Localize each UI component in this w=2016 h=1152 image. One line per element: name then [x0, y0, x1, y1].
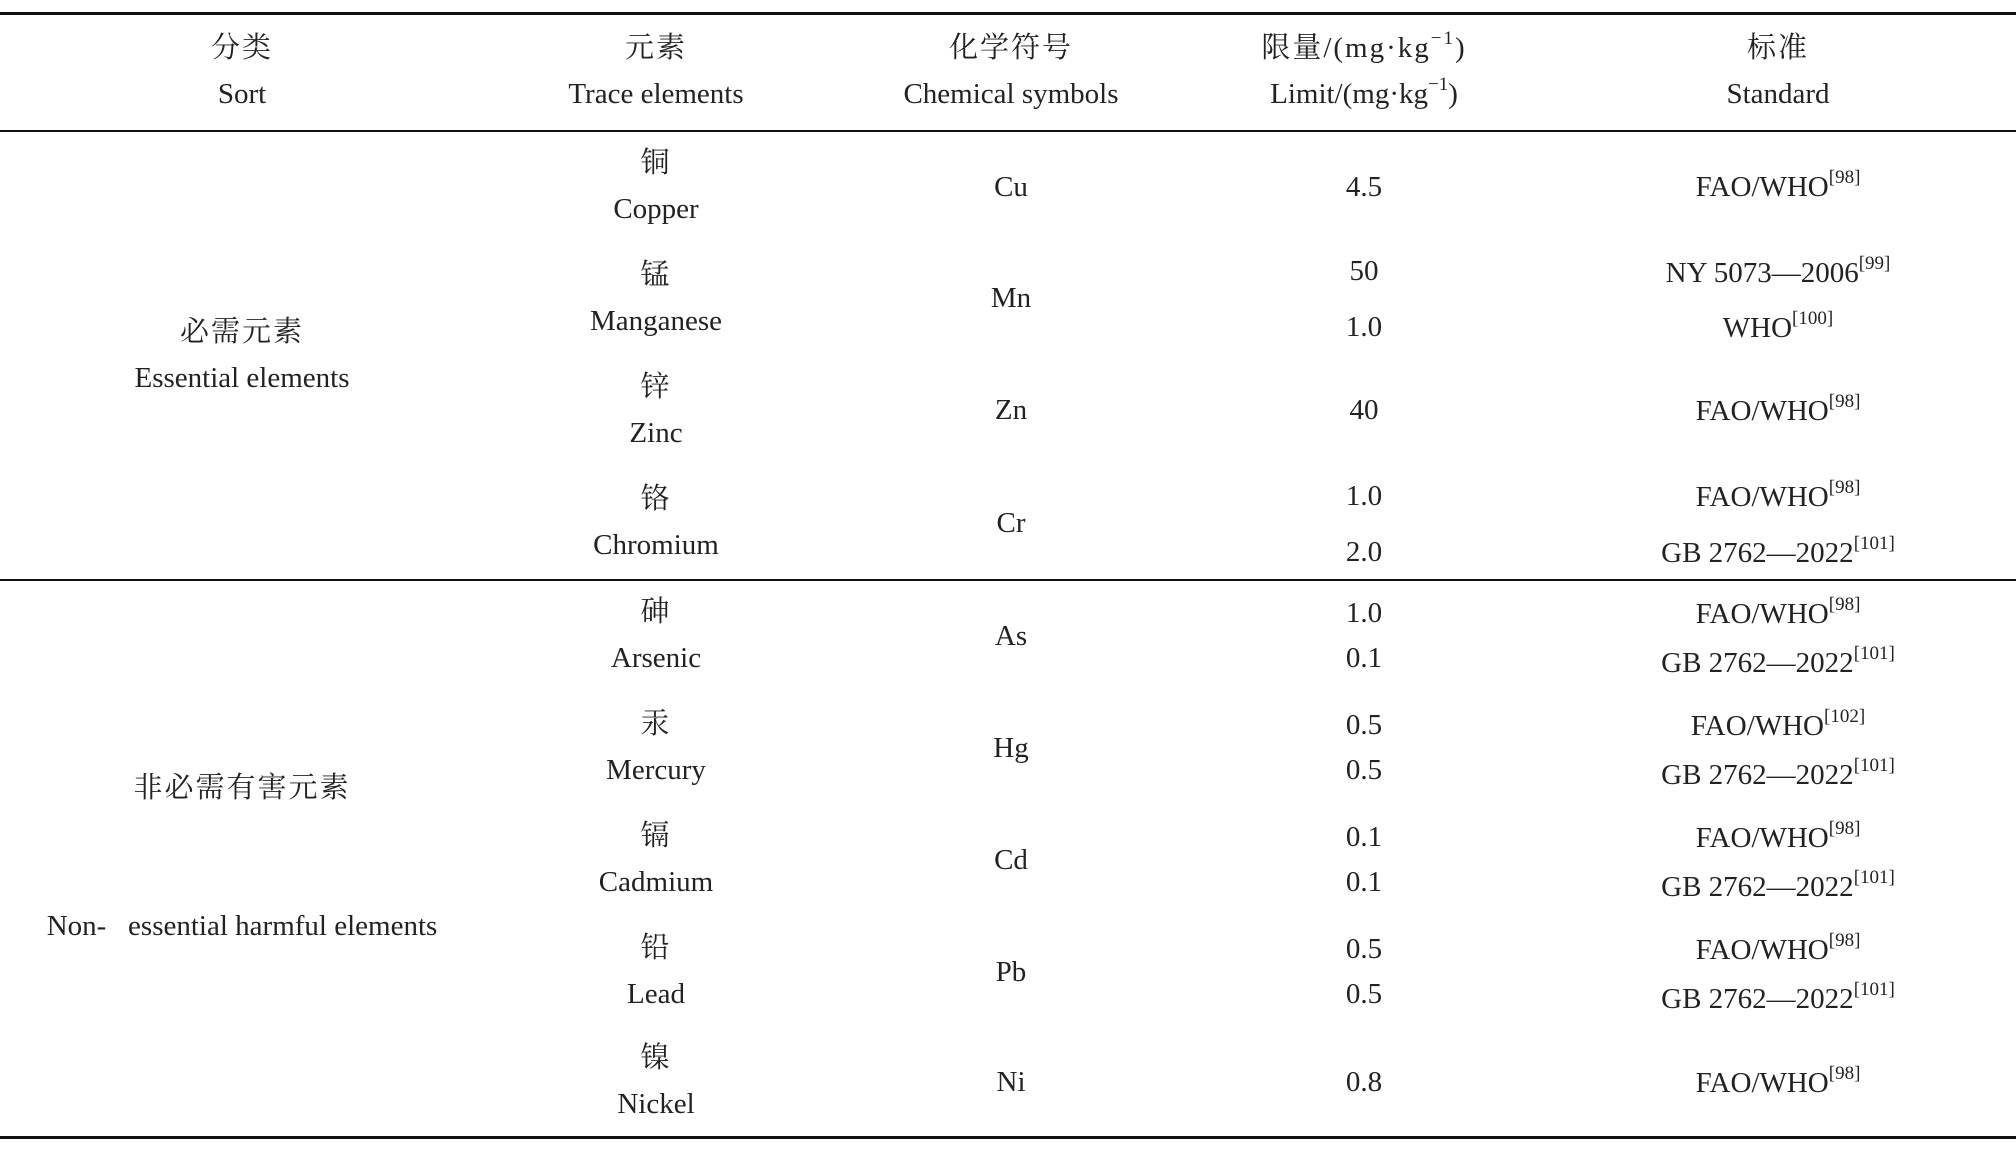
- element-name: [599, 813, 713, 905]
- element-name: [617, 1035, 694, 1127]
- element-symbol: Pb: [995, 956, 1027, 988]
- standard-ref: [101]: [1853, 533, 1895, 554]
- header-limit-en: [1261, 71, 1466, 117]
- element-name-zh: 砷: [640, 596, 672, 628]
- standard-ref: [101]: [1853, 755, 1895, 776]
- standard-name: [1696, 474, 1861, 520]
- element-name: [606, 701, 706, 793]
- limit-value: 4.5: [1345, 171, 1383, 203]
- header-limit-en-text: Limit/(mg·kg: [1270, 78, 1428, 110]
- element-symbol: Cu: [994, 171, 1028, 203]
- element-name: [590, 252, 722, 344]
- element-name-zh: 锌: [640, 371, 672, 403]
- standard-text: GB 2762—2022: [1661, 759, 1854, 791]
- standard-name: [1696, 388, 1861, 434]
- element-name-zh: 镉: [640, 820, 672, 852]
- standard-ref: [98]: [1828, 818, 1861, 839]
- element-name-en: Nickel: [617, 1088, 695, 1120]
- standard-text: FAO/WHO: [1690, 710, 1825, 742]
- element-name-zh: 铅: [640, 932, 672, 964]
- category-label-zh: 非必需有害元素: [133, 772, 351, 804]
- header-element-zh: 元素: [624, 32, 688, 64]
- standard-ref: [101]: [1853, 643, 1895, 664]
- category-label-en: Non- essential harmful elements: [46, 910, 438, 942]
- element-name-en: Lead: [627, 978, 685, 1010]
- header-symbol-zh: 化学符号: [948, 32, 1074, 64]
- header-symbol: [903, 25, 1118, 117]
- standard-ref: [101]: [1853, 979, 1895, 1000]
- standard-name: [1691, 703, 1865, 749]
- element-symbol: Cr: [996, 507, 1026, 539]
- limit-value: 0.5: [1345, 978, 1383, 1010]
- standard-text: FAO/WHO: [1695, 395, 1829, 427]
- standard-name: [1666, 250, 1891, 296]
- standard-text: FAO/WHO: [1695, 598, 1829, 630]
- table-top-rule: [0, 12, 2016, 15]
- element-symbol: Cd: [994, 844, 1028, 876]
- standard-text: FAO/WHO: [1695, 1067, 1829, 1099]
- limit-value: 2.0: [1345, 536, 1383, 568]
- element-name-zh: 铜: [640, 147, 672, 179]
- standard-ref: [100]: [1792, 308, 1834, 329]
- standard-name: [1696, 927, 1861, 973]
- standard-name: [1661, 976, 1895, 1022]
- element-name-en: Cadmium: [598, 866, 714, 898]
- standard-name: [1696, 815, 1861, 861]
- standard-text: FAO/WHO: [1695, 481, 1829, 513]
- standard-ref: [102]: [1824, 706, 1866, 727]
- element-name: [627, 925, 685, 1017]
- header-sort-zh: 分类: [210, 32, 274, 64]
- header-standard-zh: 标准: [1746, 32, 1809, 64]
- element-name: [593, 476, 719, 568]
- limit-value: 0.1: [1345, 642, 1383, 674]
- limit-value: 0.5: [1345, 933, 1383, 965]
- element-name-zh: 铬: [640, 483, 672, 515]
- element-name-en: Chromium: [593, 529, 719, 561]
- element-name: [611, 589, 701, 681]
- standard-name: [1661, 640, 1895, 686]
- header-standard-en: Standard: [1726, 78, 1830, 110]
- limit-value: 0.1: [1345, 821, 1383, 853]
- standard-text: GB 2762—2022: [1661, 647, 1854, 679]
- standard-name: [1661, 752, 1895, 798]
- standard-name: [1661, 530, 1895, 576]
- standard-text: NY 5073—2006: [1665, 257, 1859, 289]
- standard-name: [1696, 591, 1861, 637]
- header-element-en: Trace elements: [568, 78, 744, 110]
- category-label-zh: 必需元素: [179, 316, 304, 348]
- standard-ref: [98]: [1828, 930, 1861, 951]
- standard-text: GB 2762—2022: [1661, 983, 1854, 1015]
- header-symbol-en: Chemical symbols: [903, 78, 1119, 110]
- header-limit-en-unit-sup: −1: [1427, 74, 1449, 95]
- header-limit-zh-close: ): [1454, 32, 1467, 64]
- category-non-essential: [47, 673, 438, 1041]
- element-name-zh: 汞: [640, 708, 672, 740]
- limit-value: 0.5: [1345, 754, 1383, 786]
- table-group-divider: [0, 579, 2016, 581]
- element-symbol: Hg: [993, 732, 1029, 764]
- limit-value: 1.0: [1345, 311, 1383, 343]
- standard-ref: [98]: [1828, 1063, 1861, 1084]
- standard-text: GB 2762—2022: [1661, 871, 1854, 903]
- header-limit-zh-unit-sup: −1: [1430, 28, 1455, 49]
- standard-text: FAO/WHO: [1695, 171, 1829, 203]
- header-sort-en: Sort: [217, 78, 267, 110]
- standard-text: WHO: [1722, 312, 1793, 344]
- standard-name: [1723, 305, 1833, 351]
- header-standard: [1726, 25, 1829, 117]
- element-symbol: As: [994, 620, 1028, 652]
- standard-ref: [101]: [1853, 867, 1895, 888]
- header-limit-zh: [1261, 25, 1466, 71]
- element-name-en: Manganese: [589, 305, 723, 337]
- category-label-en: Essential elements: [134, 362, 350, 394]
- element-name-zh: 锰: [640, 259, 672, 291]
- limit-value: 0.1: [1345, 866, 1383, 898]
- element-name-en: Arsenic: [610, 642, 702, 674]
- limit-value: 1.0: [1345, 597, 1383, 629]
- header-limit: [1261, 25, 1466, 117]
- standard-ref: [98]: [1828, 167, 1861, 188]
- element-name-en: Zinc: [629, 417, 683, 449]
- standard-name: [1661, 864, 1895, 910]
- header-limit-zh-text: 限量/(mg·kg: [1261, 32, 1431, 64]
- limit-value: 40: [1349, 394, 1379, 426]
- element-name: [629, 364, 682, 456]
- category-essential: [134, 309, 349, 401]
- limit-value: 0.5: [1345, 709, 1383, 741]
- table-header-rule: [0, 130, 2016, 132]
- element-name-en: Mercury: [606, 754, 706, 786]
- standard-text: FAO/WHO: [1695, 934, 1829, 966]
- element-symbol: Zn: [994, 394, 1028, 426]
- element-name: [613, 140, 698, 232]
- limit-value: 1.0: [1345, 480, 1383, 512]
- element-symbol: Mn: [990, 282, 1032, 314]
- element-name-zh: 镍: [640, 1042, 672, 1074]
- standard-ref: [98]: [1828, 477, 1861, 498]
- standard-text: GB 2762—2022: [1661, 537, 1854, 569]
- limit-value: 0.8: [1345, 1066, 1383, 1098]
- element-symbol: Ni: [996, 1066, 1026, 1098]
- header-element: [568, 25, 743, 117]
- limit-value: 50: [1349, 255, 1379, 287]
- standard-ref: [99]: [1858, 253, 1891, 274]
- standard-name: [1696, 164, 1861, 210]
- standard-ref: [98]: [1828, 594, 1861, 615]
- standard-ref: [98]: [1828, 391, 1861, 412]
- table-bottom-rule: [0, 1136, 2016, 1139]
- header-sort: [211, 25, 273, 117]
- element-name-en: Copper: [613, 193, 699, 225]
- standard-text: FAO/WHO: [1695, 822, 1829, 854]
- standard-name: [1696, 1060, 1861, 1106]
- header-limit-en-close: ): [1448, 78, 1458, 110]
